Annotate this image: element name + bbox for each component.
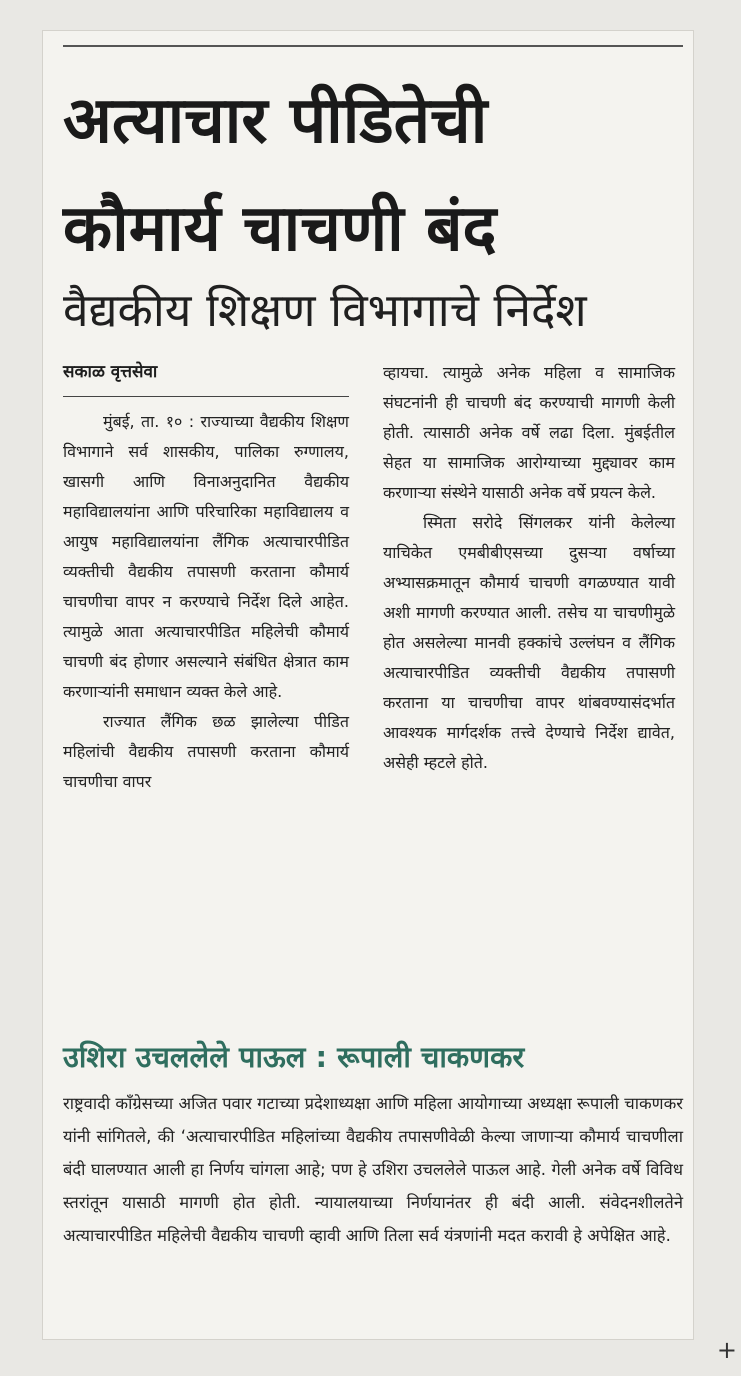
- article-column-2: [383, 358, 675, 778]
- article-column-1: [63, 407, 349, 797]
- article-paragraph: स्मिता सरोदे सिंगलकर यांनी केलेल्या याचिकेत एमबीबीएसच्या दुसऱ्या वर्षाच्या अभ्यासक्रमातून कौमार्य चाचणी वगळण्यात यावी अशी मागणी करण्यात आली. तसेच या चाचणीमुळे होत असलेल्या मानवी हक्कांचे उल्लंघन व लैंगिक अत्याचारपीडित व्यक्तीची वैद्यकीय तपासणी करताना या चाचणीचा वापर थांबवण्यासंदर्भात आवश्यक मार्गदर्शक तत्त्वे देण्याचे निर्देश द्यावेत, असेही म्हटले होते.: [383, 513, 675, 772]
- top-rule: [63, 45, 683, 47]
- subheadline: वैद्यकीय शिक्षण विभागाचे निर्देश: [63, 283, 587, 337]
- newspaper-clipping: [42, 30, 694, 1340]
- crop-mark: +: [716, 1336, 737, 1364]
- article-paragraph: राज्यात लैंगिक छळ झालेल्या पीडित महिलांची वैद्यकीय तपासणी करताना कौमार्य चाचणीचा वापर: [63, 712, 349, 791]
- headline-line-2: कौमार्य चाचणी बंद: [63, 192, 497, 266]
- sidebar-heading: उशिरा उचललेले पाऊल : रूपाली चाकणकर: [63, 1040, 525, 1074]
- sidebar-text: राष्ट्रवादी काँग्रेसच्या अजित पवार गटाच्या प्रदेशाध्यक्षा आणि महिला आयोगाच्या अध्यक्षा रूपाली चाकणकर यांनी सांगितले, की ‘अत्याचारपीडित महिलांच्या वैद्यकीय तपासणीवेळी केल्या जाणाऱ्या कौमार्य चाचणीला बंदी घालण्यात आली हा निर्णय चांगला आहे; पण हे उशिरा उचललेले पाऊल आहे. गेली अनेक वर्षे विविध स्तरांतून यासाठी मागणी होत होती. न्यायालयाच्या निर्णयानंतर ही बंदी आली. संवेदनशीलतेने अत्याचारपीडित महिलेची वैद्यकीय चाचणी व्हावी आणि तिला सर्व यंत्रणांनी मदत करावी हे अपेक्षित आहे.: [63, 1094, 683, 1245]
- article-paragraph: व्हायचा. त्यामुळे अनेक महिला व सामाजिक संघटनांनी ही चाचणी बंद करण्याची मागणी केली होती. त्यासाठी अनेक वर्षे लढा दिला. मुंबईतील सेहत या सामाजिक आरोग्याच्या मुद्द्यावर काम करणाऱ्या संस्थेने यासाठी अनेक वर्षे प्रयत्न केले.: [383, 363, 675, 502]
- headline-line-1: अत्याचार पीडितेची: [63, 84, 488, 158]
- byline-rule: [63, 396, 349, 397]
- article-paragraph: मुंबई, ता. १० : राज्याच्या वैद्यकीय शिक्षण विभागाने सर्व शासकीय, पालिका रुग्णालय, खासगी आणि विनाअनुदानित वैद्यकीय महाविद्यालयांना आणि परिचारिका महाविद्यालय व आयुष महाविद्यालयांना लैंगिक अत्याचारपीडित व्यक्तीची वैद्यकीय तपासणी करताना कौमार्य चाचणीचा वापर न करण्याचे निर्देश दिले आहेत. त्यामुळे आता अत्याचारपीडित महिलेची कौमार्य चाचणी बंद होणार असल्याने संबंधित क्षेत्रात काम करणाऱ्यांनी समाधान व्यक्त केले आहे.: [63, 412, 349, 701]
- byline: सकाळ वृत्तसेवा: [63, 362, 158, 382]
